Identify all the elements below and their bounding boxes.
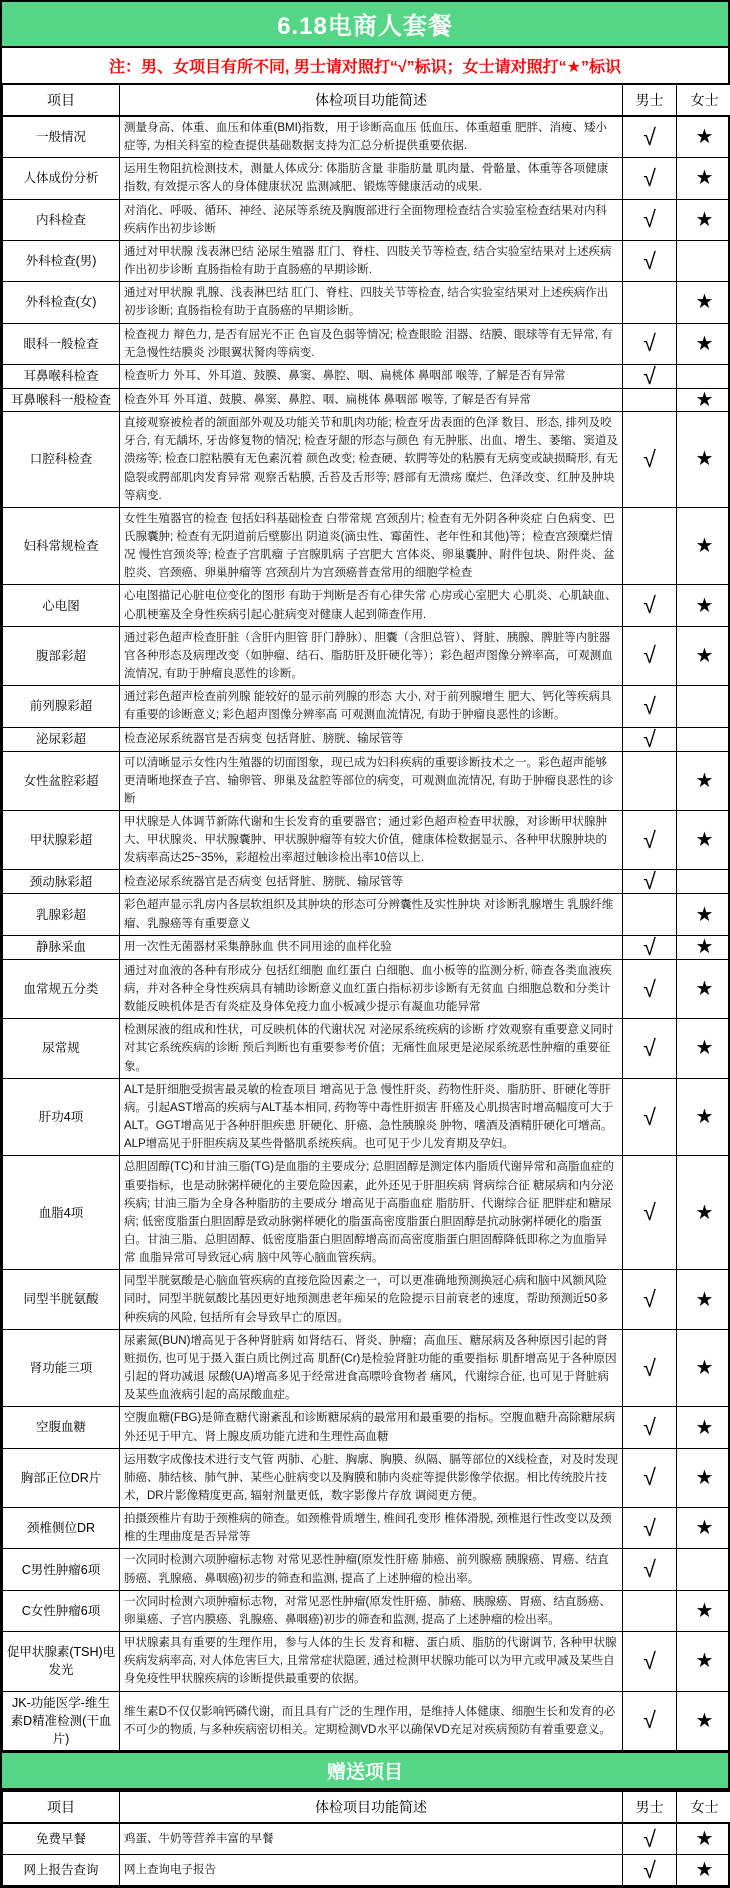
male-mark: √ [623,935,677,959]
female-mark: ★ [677,199,730,240]
table-row [3,1329,730,1407]
exam-item-description: ALT是肝细胞受损害最灵敏的检查项目 增高见于急 慢性肝炎、药物性肝炎、脂肪肝、肝硬化等肝病。引起AST增高的疾病与ALT基本相同, 药物等中毒性肝损害 肝癌及心肌损害时增高幅度可大于ALT。GGT增高见于各种肝胆疾患 肝硬化、肝癌、急性胰腺炎 肿物、嗜酒及酒精肝硬化可增高。ALP增高见于肝胆疾病及某些骨骼肌系统疾病。也可见于少儿发育期及孕妇。 [120,1078,623,1156]
female-mark [677,686,730,727]
male-mark: √ [623,1270,677,1329]
exam-item-name: 空腹血糖 [3,1407,120,1448]
female-mark: ★ [677,1823,730,1855]
exam-item-description: 测量身高、体重、血压和体重(BMI)指数，用于诊断高血压 低血压、体重超重 肥胖、消瘦、矮小症等, 为相关科室的检查提供基础数据支持为汇总分析提供重要依据. [120,116,623,158]
table-row [3,1448,730,1507]
exam-item-name: 静脉采血 [3,935,120,959]
table-row [3,1632,730,1691]
exam-item-name: 人体成份分析 [3,158,120,199]
table-row [3,870,730,894]
gift-items-table [2,1790,730,1886]
exam-item-description: 一次同时检测六项肿瘤标志物 对常见恶性肿瘤(原发性肝癌 肺癌、前列腺癌 胰腺癌、胃癌、结直肠癌、乳腺癌、鼻咽癌)初步的筛查和监测, 提高了上述肿瘤的检出率。 [120,1549,623,1590]
male-mark: √ [623,585,677,626]
female-mark: ★ [677,751,730,810]
exam-item-name: 心电图 [3,585,120,626]
exam-item-description: 鸡蛋、牛奶等营养丰富的早餐 [120,1823,623,1855]
exam-item-name: 胸部正位DR片 [3,1448,120,1507]
exam-item-description: 通过对甲状腺 浅表淋巴结 泌尿生殖器 肛门、脊柱、四肢关节等检查, 结合实验室结果对上述疾病作出初步诊断 直肠指检有助于直肠癌的早期诊断. [120,240,623,281]
male-mark: √ [623,1632,677,1691]
table-row [3,1691,730,1750]
exam-item-name: JK-功能医学-维生素D精准检测(干血片) [3,1691,120,1750]
female-mark: ★ [677,1590,730,1631]
exam-item-description: 运用数字成像技术进行支气管 两肺、心脏、胸廓、胸膜、纵隔、膈等部位的X线检查，对及时发现肺癌、肺结核、肺气肿、某些心脏病变以及胸膜和肺内炎症等提供影像学依据。相比传统胶片技术，DR片影像精度更高, 辐射剂量更低，数字影像片存放 调阅更方便。 [120,1448,623,1507]
column-header-male: 男士 [623,1791,677,1823]
exam-item-description: 同型半胱氨酸是心脑血管疾病的直接危险因素之一，可以更准确地预测换冠心病和脑中风额风险同时，同型半胱氨酸比基因更好地预测患老年痴呆的危险提示目前衰老的速度，帮助预测近50多种疾病的风险, 包括所有会导致早亡的原因。 [120,1270,623,1329]
column-header-female: 女士 [677,84,730,116]
exam-item-name: 促甲状腺素(TSH)电发光 [3,1632,120,1691]
exam-item-name: 肾功能三项 [3,1329,120,1407]
table-row [3,751,730,810]
exam-item-name: 血常规五分类 [3,959,120,1018]
exam-item-description: 运用生物阻抗检测技术，测量人体成分: 体脂肪含量 非脂肪量 肌肉量、骨骼量、体重等各项健康指数, 有效提示客人的身体健康状况 监测减肥、锻炼等健康活动的成果. [120,158,623,199]
column-header-item: 项目 [3,84,120,116]
female-mark: ★ [677,1508,730,1549]
exam-item-name: 眼科一般检查 [3,323,120,364]
exam-item-description: 检测尿液的组成和性状，可反映机体的代谢状况 对泌尿系统疾病的诊断 疗效观察有重要意义同时对其它系统疾病的诊断 预后判断也有重要参考价值；无痛性血尿更是泌尿系统恶性肿瘤的重要征象。 [120,1019,623,1078]
male-mark [623,1590,677,1631]
exam-item-name: 网上报告查询 [3,1855,120,1886]
table-row [3,388,730,411]
exam-item-description: 检查视力 辩色力, 是否有屈光不正 色盲及色弱等情况; 检查眼睑 泪器、结膜、眼球等有无异常, 有无急慢性结膜炎 沙眼翼状胬肉等病变. [120,323,623,364]
exam-item-name: 外科检查(男) [3,240,120,281]
male-mark: √ [623,626,677,685]
table-row [3,935,730,959]
male-mark [623,894,677,935]
exam-item-name: 肝功4项 [3,1078,120,1156]
male-mark: √ [623,1691,677,1750]
table-row [3,507,730,585]
exam-item-name: 血脂4项 [3,1156,120,1270]
exam-item-name: C男性肿瘤6项 [3,1549,120,1590]
table-row [3,1078,730,1156]
column-header-description: 体检项目功能简述 [120,84,623,116]
exam-item-name: 同型半胱氨酸 [3,1270,120,1329]
exam-item-description: 用一次性无菌器材采集静脉血 供不同用途的血样化验 [120,935,623,959]
exam-item-description: 彩色超声显示乳房内各层软组织及其肿块的形态可分辨囊性及实性肿块 对诊断乳腺增生 乳腺纤维瘤、乳腺癌等有重要意义 [120,894,623,935]
table-row [3,158,730,199]
exam-item-description: 检查泌尿系统器官是否病变 包括肾脏、膀胱、输尿管等 [120,727,623,751]
column-header-item: 项目 [3,1791,120,1823]
male-mark: √ [623,1156,677,1270]
table-row [3,1590,730,1631]
exam-item-description: 网上查询电子报告 [120,1855,623,1886]
female-mark: ★ [677,282,730,323]
male-mark: √ [623,1078,677,1156]
exam-item-description: 检查外耳 外耳道、鼓膜、鼻窦、鼻腔、咽、扁桃体 鼻咽部 喉等, 了解是否有异常 [120,388,623,411]
female-mark [677,727,730,751]
exam-items-table [2,83,730,1751]
exam-item-description: 女性生殖器官的检查 包括妇科基础检查 白带常规 宫颈刮片; 检查有无外阴各种炎症 白色病变、巴氏腺囊肿; 检查有无阴道前后壁膨出 阴道炎(滴虫性、霉菌性、老年性和其他)等；检查宫颈糜烂情况 慢性宫颈炎等; 检查子宫肌瘤 子宫腺肌病 子宫肥大 宫体炎、卵巢囊肿、附件包块、附件炎、盆腔炎、宫颈癌、卵巢肿瘤等 宫颈刮片为宫颈癌普查常用的细胞学检查 [120,507,623,585]
column-header-description: 体检项目功能简述 [120,1791,623,1823]
female-mark: ★ [677,1632,730,1691]
male-mark [623,282,677,323]
exam-item-name: 乳腺彩超 [3,894,120,935]
female-mark [677,870,730,894]
table-row [3,1156,730,1270]
female-mark: ★ [677,1691,730,1750]
female-mark: ★ [677,1448,730,1507]
female-mark: ★ [677,1407,730,1448]
female-mark [677,1549,730,1590]
female-mark: ★ [677,158,730,199]
exam-item-description: 通过彩色超声检查肝脏（含肝内胆管 肝门静脉）、胆囊（含胆总管）、肾脏、胰腺、脾脏等内脏器官各种形态及病理改变（如肿瘤、结石、脂肪肝及肝硬化等）；彩色超声图像分辨率高，可观测血流情况, 有助于肿瘤良恶性的诊断。 [120,626,623,685]
female-mark: ★ [677,1855,730,1886]
table-row [3,686,730,727]
exam-item-name: 耳鼻喉科一般检查 [3,388,120,411]
female-mark: ★ [677,894,730,935]
exam-item-name: 尿常规 [3,1019,120,1078]
female-mark: ★ [677,1156,730,1270]
exam-item-description: 拍摄颈椎片有助于颈椎病的筛查。如颈椎骨质增生, 椎间孔变形 椎体滑脱, 颈椎退行性改变以及颈椎的生理曲度是否异常等 [120,1508,623,1549]
exam-item-description: 通过对甲状腺 乳腺、浅表淋巴结 肛门、脊柱、四肢关节等检查, 结合实验室结果对上述疾病作出初步诊断; 直肠指检有助于直肠癌的早期诊断。 [120,282,623,323]
male-mark: √ [623,1019,677,1078]
table-row [3,1549,730,1590]
table-row [3,1407,730,1448]
female-mark: ★ [677,323,730,364]
page-title: 6.18电商人套餐 [2,2,728,48]
exam-item-description: 可以清晰显示女性内生殖器的切面图象，现已成为妇科疾病的重要诊断技术之一。彩色超声能够更清晰地探查子宫、输卵管、卵巢及盆腔等部位的病变，可观测血流情况, 有助于肿瘤良恶性的诊断 [120,751,623,810]
exam-item-description: 甲状腺是人体调节新陈代谢和生长发育的重要器官；通过彩色超声检查甲状腺，对诊断甲状腺肿大、甲状腺炎、甲状腺囊肿、甲状腺肿瘤等有较大价值，健康体检数据显示、各种甲状腺肿块的发病率高达25~35%，彩超检出率超过触诊检出率10倍以上. [120,811,623,870]
female-mark: ★ [677,1078,730,1156]
male-mark: √ [623,158,677,199]
male-mark: √ [623,727,677,751]
male-mark: √ [623,1508,677,1549]
exam-item-name: 颈动脉彩超 [3,870,120,894]
table-row [3,1823,730,1855]
female-mark: ★ [677,388,730,411]
exam-item-description: 检查听力 外耳、外耳道、鼓膜、鼻窦、鼻腔、咽、扁桃体 鼻咽部 喉等, 了解是否有异常 [120,364,623,388]
exam-item-description: 对消化、呼吸、循环、神经、泌尿等系统及胸腹部进行全面物理检查结合实验室检查结果对内科疾病作出初步诊断 [120,199,623,240]
exam-item-name: 女性盆腔彩超 [3,751,120,810]
exam-item-description: 维生素D不仅仅影响钙磷代谢，而且具有广泛的生理作用，是维持人体健康、细胞生长和发育的必不可少的物质, 与多种疾病密切相关。定期检测VD水平以确保VD充足对疾病预防有着重要意义。 [120,1691,623,1750]
female-mark: ★ [677,507,730,585]
male-mark [623,751,677,810]
male-mark: √ [623,870,677,894]
male-mark: √ [623,323,677,364]
table-row [3,412,730,508]
male-mark: √ [623,240,677,281]
female-mark: ★ [677,412,730,508]
exam-item-name: 耳鼻喉科检查 [3,364,120,388]
exam-item-name: 泌尿彩超 [3,727,120,751]
table-row [3,626,730,685]
exam-item-description: 总胆固醇(TC)和甘油三脂(TG)是血脂的主要成分; 总胆固醇是测定体内脂质代谢异常和高脂血症的重要指标，也是动脉粥样硬化的主要危险因素，此外还见于肝胆疾病 肾病综合征 糖尿病和内分泌疾病; 甘油三脂为全身各种脂肪的主要成分 增高见于高脂血症 脂肪肝、代谢综合征 肥胖症和糖尿病; 低密度脂蛋白胆固醇是致动脉粥样硬化的脂蛋高密度脂蛋白胆固醇是抗动脉粥样硬化的脂蛋白。甘油三脂、总胆固醇、低密度脂蛋白胆固醇增高而高密度脂蛋白胆固醇降低即称之为血脂异常 血脂异常可导致冠心病 脑中风等心脑血管疾病。 [120,1156,623,1270]
table-row [3,894,730,935]
male-mark: √ [623,1329,677,1407]
exam-item-description: 通过彩色超声检查前列腺 能较好的显示前列腺的形态 大小, 对于前列腺增生 肥大、钙化等疾病具有重要的诊断意义; 彩色超声图像分辨率高 可观测血流情况, 有助于肿瘤良恶性的诊断。 [120,686,623,727]
column-header-male: 男士 [623,84,677,116]
exam-item-description: 尿素氮(BUN)增高见于各种肾脏病 如肾结石、肾炎、肿瘤；高血压、糖尿病及各种原因引起的肾赃损伤, 也可见于摄入蛋白质比例过高 肌酐(Cr)是检验肾脏功能的重要指标 肌酐增高见于各种原因引起的肾功减退 尿酸(UA)增高多见于经常进食高嘌呤食物者 痛风，代谢综合征, 也可见于肾脏病及某些血液病引起的高尿酸血症。 [120,1329,623,1407]
table-row [3,1855,730,1886]
exam-item-name: 妇科常规检查 [3,507,120,585]
table-row [3,811,730,870]
table-row [3,959,730,1018]
exam-item-name: 口腔科检查 [3,412,120,508]
table-row [3,1270,730,1329]
female-mark: ★ [677,1270,730,1329]
exam-item-description: 直接观察被检者的颌面部外观及功能关节和肌肉功能; 检查牙齿表面的色泽 数目、形态, 排列及咬牙合, 有无龋坏, 牙齿修复物的情况; 检查牙龈的形态与颜色 有无肿胀、出血、增生、萎缩、窦道及溃疡等; 检查口腔粘膜有无色素沉着 颜色改变; 检查硬、软腭等处的粘膜有无病变或缺损畸形, 有无隐裂或腭部肌肉发育异常 观察舌粘膜, 舌苔及舌形等; 唇部有无溃疡 糜烂、色泽改变、红肿及肿块等病变. [120,412,623,508]
exam-item-description: 甲状腺素具有重要的生理作用，参与人体的生长 发育和糖、蛋白质、脂肪的代谢调节, 各种甲状腺疾病发病率高, 对人体危害巨大, 且常常症状隐匿, 通过检测甲状腺功能可以为甲亢或甲减及某些自身免疫性甲状腺疾病的诊断提供最重要的依据。 [120,1632,623,1691]
table-header-row [3,84,730,116]
table-row [3,1508,730,1549]
gift-section-title: 赠送项目 [2,1751,728,1790]
female-mark [677,364,730,388]
female-mark: ★ [677,959,730,1018]
table-row [3,199,730,240]
female-mark: ★ [677,935,730,959]
exam-item-description: 一次同时检测六项肿瘤标志物，对常见恶性肿瘤(原发性肝癌、肺癌、胰腺癌、胃癌、结直肠癌、卵巢癌、子宫内膜癌、乳腺癌、鼻咽癌)初步的筛查和监测, 提高了上述肿瘤的检出率。 [120,1590,623,1631]
male-mark: √ [623,116,677,158]
exam-item-name: 腹部彩超 [3,626,120,685]
column-header-female: 女士 [677,1791,730,1823]
gift-header-row [3,1791,730,1823]
exam-item-name: 前列腺彩超 [3,686,120,727]
exam-item-name: 一般情况 [3,116,120,158]
male-mark: √ [623,412,677,508]
male-mark: √ [623,1407,677,1448]
exam-item-description: 通过对血液的各种有形成分 包括红细胞 血红蛋白 白细胞、血小板等的监测分析, 筛查各类血液疾病，并对各种全身性疾病具有辅助诊断意义血红蛋白指标初步诊断有无贫血 白细胞总数和分类计数能反映机体是否有炎症及身体免疫力血小板减少提示有凝血功能异常 [120,959,623,1018]
exam-item-name: 内科检查 [3,199,120,240]
exam-item-name: 甲状腺彩超 [3,811,120,870]
exam-item-name: 外科检查(女) [3,282,120,323]
exam-item-description: 检查泌尿系统器官是否病变 包括肾脏、膀胱、输尿管等 [120,870,623,894]
male-mark: √ [623,686,677,727]
male-mark: √ [623,364,677,388]
exam-item-description: 心电图描记心脏电位变化的图形 有助于判断是否有心律失常 心房或心室肥大 心肌炎、心肌缺血、心肌梗塞及全身性疾病引起心脏病变对健康人起到筛查作用. [120,585,623,626]
female-mark: ★ [677,116,730,158]
female-mark: ★ [677,585,730,626]
female-mark: ★ [677,1019,730,1078]
male-mark: √ [623,959,677,1018]
exam-item-description: 空腹血糖(FBG)是筛查糖代谢紊乱和诊断糖尿病的最常用和最重要的指标。空腹血糖升高除糖尿病外还见于甲亢、肾上腺皮质功能亢进和生理性高血糖 [120,1407,623,1448]
table-row [3,323,730,364]
table-row [3,1019,730,1078]
table-row [3,727,730,751]
male-mark [623,507,677,585]
exam-item-name: 免费早餐 [3,1823,120,1855]
male-mark: √ [623,1823,677,1855]
female-mark: ★ [677,626,730,685]
male-mark [623,388,677,411]
table-row [3,240,730,281]
table-row [3,116,730,158]
male-mark: √ [623,1448,677,1507]
male-mark: √ [623,199,677,240]
male-mark: √ [623,1549,677,1590]
exam-item-name: 颈椎侧位DR [3,1508,120,1549]
table-row [3,364,730,388]
exam-item-name: C女性肿瘤6项 [3,1590,120,1631]
male-mark: √ [623,811,677,870]
female-mark [677,240,730,281]
table-row [3,282,730,323]
female-mark: ★ [677,811,730,870]
table-row [3,585,730,626]
male-mark: √ [623,1855,677,1886]
gender-mark-note: 注：男、女项目有所不同, 男士请对照打“√”标识；女士请对照打“★”标识 [2,48,728,83]
female-mark: ★ [677,1329,730,1407]
